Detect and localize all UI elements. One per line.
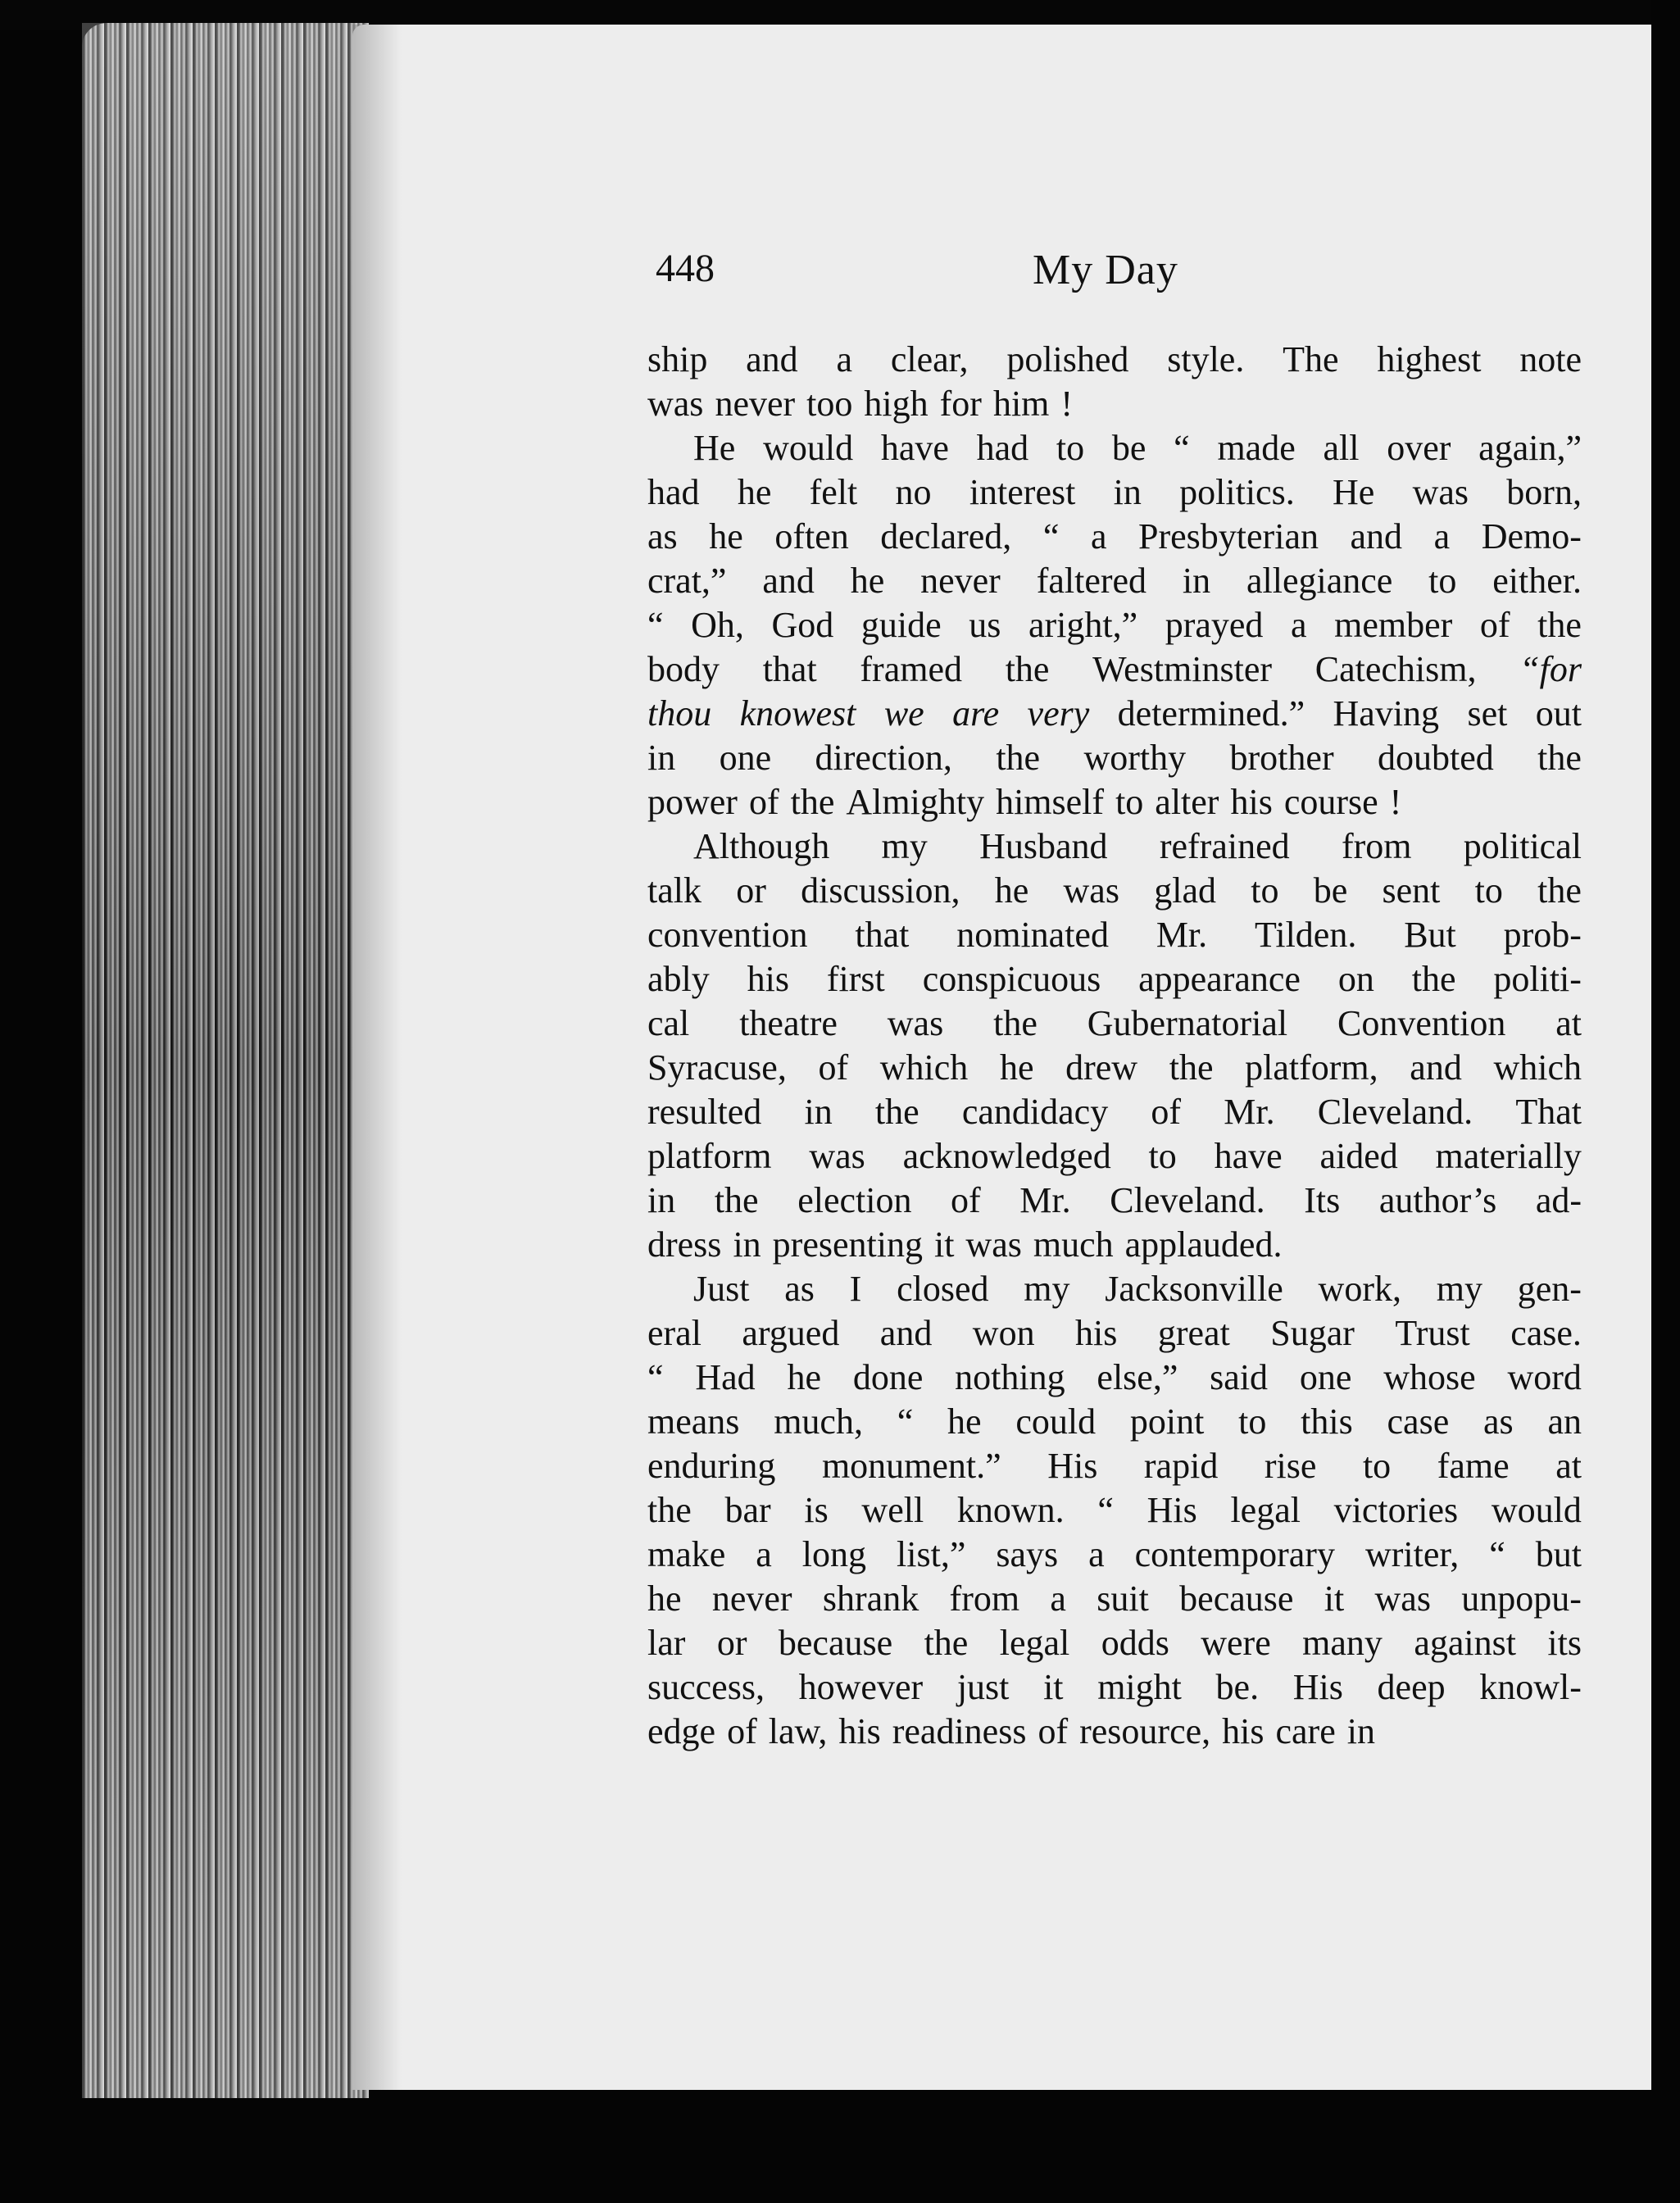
text-line: enduring monument.” His rapid rise to fame at: [647, 1446, 1582, 1486]
text-line: convention that nominated Mr. Tilden. But prob-: [647, 915, 1582, 955]
running-head: [647, 246, 1582, 305]
text-line: in one direction, the worthy brother doubted the: [647, 738, 1582, 778]
body-text: [647, 338, 1582, 1754]
text-line: ably his first conspicuous appearance on the politi-: [647, 959, 1582, 999]
text-line: Just as I closed my Jacksonville work, my gen-: [693, 1269, 1582, 1309]
text-line: resulted in the candidacy of Mr. Cleveland. That: [647, 1092, 1582, 1132]
text-line: He would have had to be “ made all over again,”: [693, 428, 1582, 468]
scan-border-right: [1651, 0, 1680, 2203]
text-line: crat,” and he never faltered in allegiance to either.: [647, 561, 1582, 601]
text-line: power of the Almighty himself to alter his course !: [647, 782, 1402, 822]
running-title: My Day: [1033, 247, 1178, 293]
text-line: means much, “ he could point to this case as an: [647, 1401, 1582, 1442]
text-line: Although my Husband refrained from political: [693, 826, 1582, 866]
text-line: had he felt no interest in politics. He was born,: [647, 472, 1582, 512]
text-line: lar or because the legal odds were many against its: [647, 1623, 1582, 1663]
text-line: eral argued and won his great Sugar Trust case.: [647, 1313, 1582, 1353]
text-line: “ Oh, God guide us aright,” prayed a member of the: [647, 605, 1582, 645]
text-line: ship and a clear, polished style. The highest note: [647, 339, 1582, 379]
text-line: platform was acknowledged to have aided materially: [647, 1136, 1582, 1176]
text-line: dress in presenting it was much applauded.: [647, 1224, 1283, 1265]
text-line: thou knowest we are very determined.” Having set out: [647, 693, 1582, 734]
text-line: cal theatre was the Gubernatorial Convention at: [647, 1003, 1582, 1043]
gutter-shadow: [352, 25, 402, 2090]
text-line: Syracuse, of which he drew the platform, and which: [647, 1047, 1582, 1088]
text-line: talk or discussion, he was glad to be sent to the: [647, 870, 1582, 911]
text-line: in the election of Mr. Cleveland. Its author’s ad-: [647, 1180, 1582, 1220]
text-line: “ Had he done nothing else,” said one whose word: [647, 1357, 1582, 1397]
text-line: body that framed the Westminster Catechism, “for: [647, 649, 1582, 689]
text-line: the bar is well known. “ His legal victories would: [647, 1490, 1582, 1530]
text-line: he never shrank from a suit because it was unpopu-: [647, 1578, 1582, 1619]
book-page-edges: [82, 23, 369, 2105]
text-block: [647, 246, 1582, 1754]
text-line: make a long list,” says a contemporary writer, “ but: [647, 1534, 1582, 1574]
text-line: was never too high for him !: [647, 384, 1074, 424]
text-line: as he often declared, “ a Presbyterian and a Demo-: [647, 516, 1582, 556]
page-number: 448: [656, 247, 715, 290]
scan-border-bottom: [0, 2098, 1680, 2203]
text-line: edge of law, his readiness of resource, his care in: [647, 1711, 1375, 1751]
text-line: success, however just it might be. His deep knowl-: [647, 1667, 1582, 1707]
